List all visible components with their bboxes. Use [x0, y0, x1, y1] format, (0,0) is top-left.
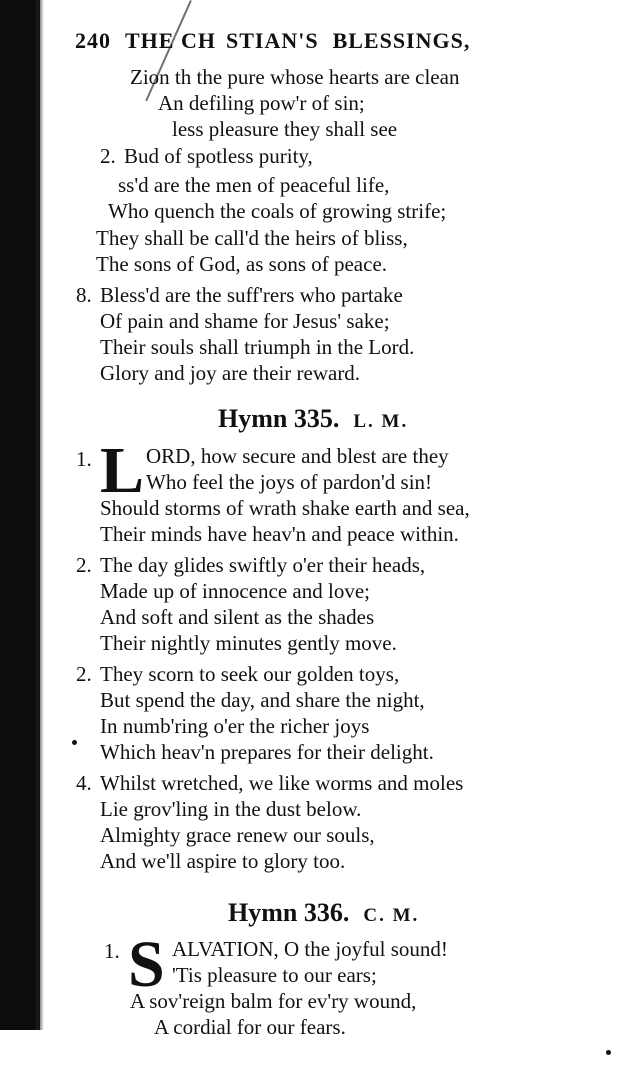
stanza-number: 8.: [76, 283, 92, 307]
stanza-number: 1.: [104, 939, 120, 963]
verse-line: ORD, how secure and blest are they: [146, 444, 449, 468]
hymn-number: Hymn 335.: [218, 404, 340, 433]
verse-line: less pleasure they shall see: [172, 117, 398, 141]
verse-line: ALVATION, O the joyful sound!: [172, 937, 448, 961]
drop-cap: L: [100, 434, 145, 507]
binding-shadow: [36, 0, 44, 1030]
hymn-title: [218, 404, 408, 434]
verse-line: Glory and joy are their reward.: [100, 361, 361, 385]
verse-line: Their nightly minutes gently move.: [100, 631, 397, 655]
stanza-number: 2.: [76, 553, 92, 577]
verse-line: They shall be call'd the heirs of bliss,: [96, 226, 408, 250]
verse-text: Bud of spotless purity,: [124, 144, 313, 168]
header-title-part1: THE CH: [125, 28, 216, 53]
verse-text: The day glides swiftly o'er their heads,: [100, 553, 426, 577]
verse-line: In numb'ring o'er the richer joys: [100, 714, 370, 738]
verse-line: Should storms of wrath shake earth and sea,: [100, 496, 470, 520]
verse-line: [76, 552, 425, 578]
verse-line: [76, 770, 463, 796]
verse-line: Their minds have heav'n and peace within.: [100, 522, 459, 546]
verse-line: Zion th the pure whose hearts are clean: [130, 65, 460, 89]
hymn-title: [228, 898, 419, 928]
verse-line: The sons of God, as sons of peace.: [96, 252, 388, 276]
verse-line: Which heav'n prepares for their delight.: [100, 740, 434, 764]
verse-line: And soft and silent as the shades: [100, 605, 375, 629]
verse-line: Who feel the joys of pardon'd sin!: [146, 470, 433, 494]
hymn-meter: C. M.: [363, 905, 420, 926]
verse-line: A cordial for our fears.: [154, 1015, 346, 1039]
drop-cap: S: [128, 928, 165, 1001]
stanza-number: 1.: [76, 447, 92, 471]
verse-line: [76, 661, 399, 687]
stanza-number: 2.: [76, 662, 92, 686]
verse-line: Made up of innocence and love;: [100, 579, 370, 603]
verse-line: [76, 282, 403, 308]
verse-text: Bless'd are the suff'rers who partake: [100, 283, 403, 307]
verse-line: A sov'reign balm for ev'ry wound,: [130, 989, 417, 1013]
verse-line: Of pain and shame for Jesus' sake;: [100, 309, 390, 333]
verse-line: Their souls shall triumph in the Lord.: [100, 335, 415, 359]
verse-line: [100, 143, 313, 169]
verse-line: Almighty grace renew our souls,: [100, 823, 375, 847]
binding-edge: [0, 0, 40, 1030]
verse-text: They scorn to seek our golden toys,: [100, 662, 400, 686]
header-title-part3: BLESSINGS,: [332, 28, 471, 53]
page-number: 240: [75, 28, 111, 53]
ink-speck: [72, 740, 77, 745]
stanza-number: 2.: [100, 144, 116, 168]
verse-line: But spend the day, and share the night,: [100, 688, 425, 712]
verse-line: 'Tis pleasure to our ears;: [172, 963, 377, 987]
stanza-number: 4.: [76, 771, 92, 795]
hymn-meter: L. M.: [353, 411, 409, 432]
verse-line: Lie grov'ling in the dust below.: [100, 797, 362, 821]
header-title-part2: STIAN'S: [225, 28, 319, 53]
verse-line: An defiling pow'r of sin;: [158, 91, 365, 115]
hymn-number: Hymn 336.: [228, 898, 350, 927]
verse-line: Who quench the coals of growing strife;: [108, 199, 447, 223]
verse-line: ss'd are the men of peaceful life,: [118, 173, 390, 197]
running-header: [75, 28, 470, 54]
verse-line: And we'll aspire to glory too.: [100, 849, 346, 873]
ink-speck: [606, 1050, 611, 1055]
verse-text: Whilst wretched, we like worms and moles: [100, 771, 464, 795]
